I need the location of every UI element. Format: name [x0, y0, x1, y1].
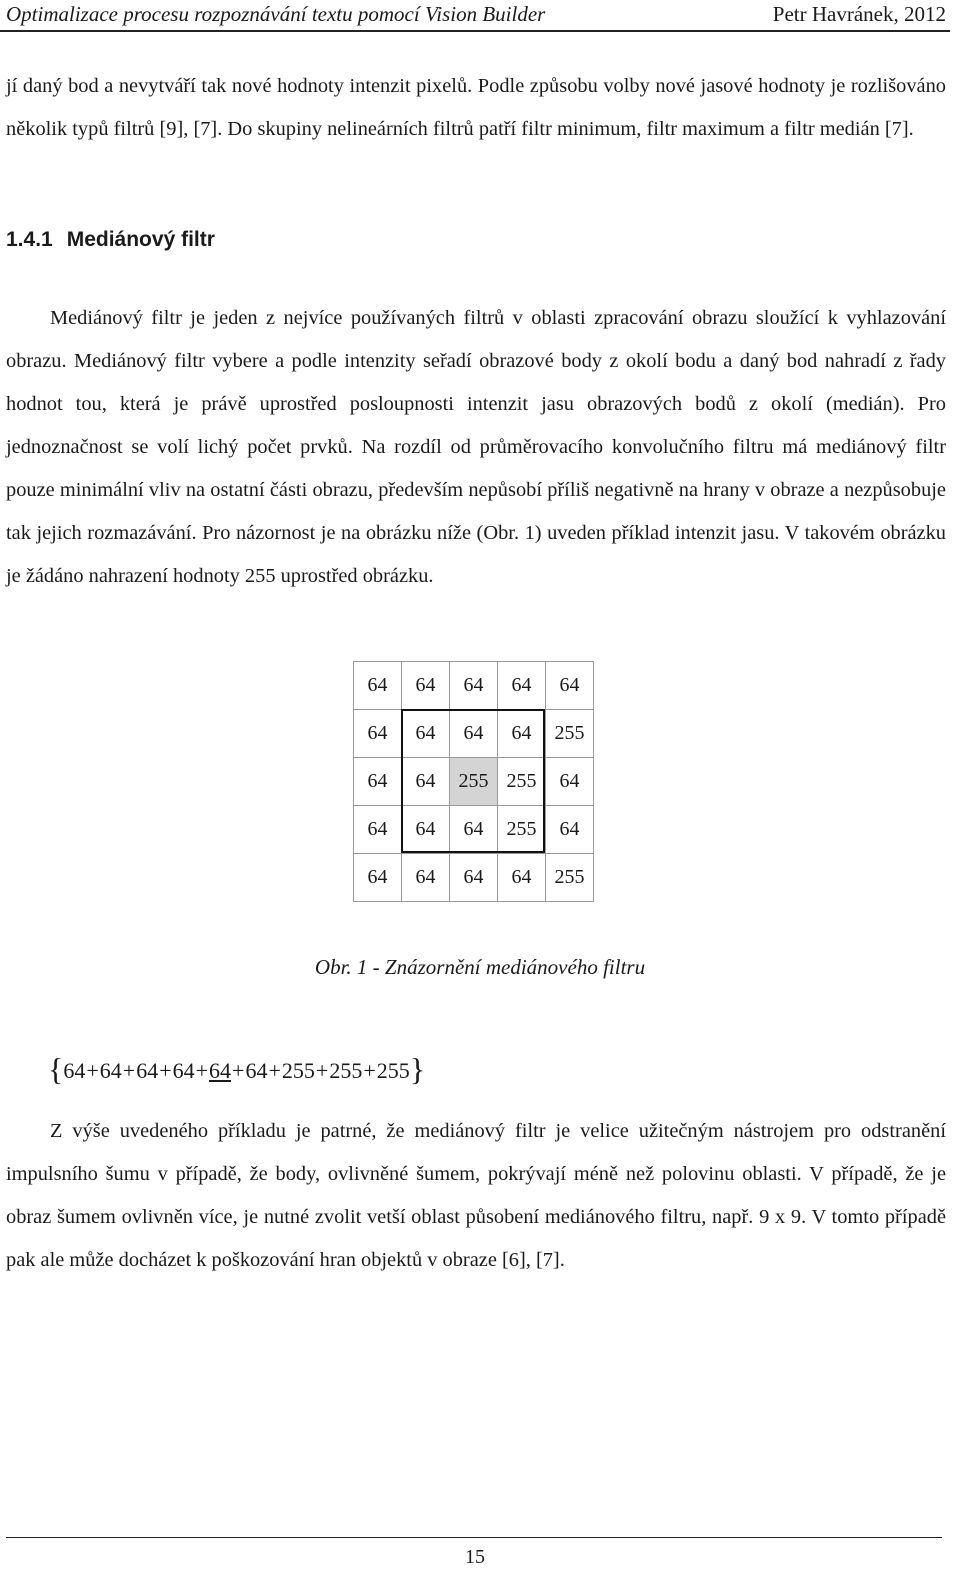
grid-cell: 64 [546, 758, 594, 806]
formula-term: 64 [63, 1058, 86, 1083]
grid-cell: 255 [546, 710, 594, 758]
formula-term: 255 [329, 1058, 363, 1083]
formula-operator: + [122, 1058, 136, 1083]
grid-cell: 64 [546, 806, 594, 854]
page-number: 15 [465, 1546, 485, 1568]
formula-operator: + [315, 1058, 329, 1083]
grid-cell: 64 [354, 758, 402, 806]
header-author-year: Petr Havránek, 2012 [772, 2, 946, 26]
grid-row [354, 758, 594, 806]
grid-cell: 64 [450, 806, 498, 854]
grid-cell: 255 [450, 758, 498, 806]
grid-cell: 64 [402, 710, 450, 758]
grid-cell: 255 [498, 758, 546, 806]
formula-operator: + [268, 1058, 281, 1083]
grid-cell: 64 [354, 806, 402, 854]
formula-term: 255 [376, 1058, 410, 1083]
grid-cell: 64 [354, 854, 402, 902]
grid-row [354, 710, 594, 758]
section-heading [6, 225, 215, 255]
grid-cell: 64 [402, 758, 450, 806]
formula-term: 64 [172, 1058, 195, 1083]
figure-caption: Obr. 1 - Znázornění mediánového filtru [314, 955, 646, 979]
grid-row [354, 806, 594, 854]
grid-cell: 64 [402, 662, 450, 710]
footer-divider [6, 1537, 942, 1538]
formula-close-brace: } [409, 1051, 426, 1087]
intensity-grid [353, 661, 594, 902]
formula-operator: + [195, 1058, 209, 1083]
median-paragraph: Mediánový filtr je jeden z nejvíce používaných filtrů v oblasti zpracování obrazu sloužící k vyhlazování obrazu. Mediánový filtr vybere a podle intenzity seřadí obrazové body z okolí bodu a daný bod nahradí z řady hodnot tou, která je právě uprostřed posloupnosti intenzit jasu obrazových bodů z okolí (medián). Pro jednoznačnost se volí lichý počet prvků. Na rozdíl od průměrovacího konvolučního filtru má mediánový filtr pouze minimální vliv na ostatní části obrazu, především nepůsobí příliš negativně na hrany v obraze a nezpůsobuje tak jejich rozmazávání. Pro názornost je na obrázku níže (Obr. 1) uveden příklad intenzit jasu. V takovém obrázku je žádáno nahrazení hodnoty 255 uprostřed obrázku. [6, 307, 946, 587]
header-title: Optimalizace procesu rozpoznávání textu pomocí Vision Builder [6, 2, 546, 26]
formula-open-brace: { [48, 1051, 64, 1087]
grid-cell: 64 [498, 710, 546, 758]
median-formula [48, 1046, 425, 1094]
grid-row [354, 854, 594, 902]
conclusion-paragraph: Z výše uvedeného příkladu je patrné, že mediánový filtr je velice užitečným nástrojem pro odstranění impulsního šumu v případě, že body, ovlivněné šumem, pokrývají méně než polovinu oblasti. V případě, že je obraz šumem ovlivněn více, je nutné zvolit vetší oblast působení mediánového filtru, např. 9 x 9. V tomto případě pak ale může docházet k poškozování hran objektů v obraze [6], [7]. [6, 1120, 946, 1271]
grid-cell: 64 [354, 710, 402, 758]
grid-row [354, 662, 594, 710]
grid-cell: 64 [354, 662, 402, 710]
section-number: 1.4.1 [6, 228, 53, 251]
grid-cell: 64 [450, 854, 498, 902]
intro-paragraph: jí daný bod a nevytváří tak nové hodnoty intenzit pixelů. Podle způsobu volby nové jasové hodnoty je rozlišováno několik typů filtrů [9], [7]. Do skupiny nelineárních filtrů patří filtr minimum, filtr maximum a filtr medián [7]. [6, 75, 946, 140]
formula-term: 255 [281, 1058, 315, 1083]
page-header [0, 0, 950, 32]
grid-cell: 64 [546, 662, 594, 710]
grid-cell: 64 [498, 854, 546, 902]
formula-term: 64 [99, 1058, 122, 1083]
formula-operator: + [363, 1058, 376, 1083]
formula-term: 64 [245, 1058, 268, 1083]
grid-cell: 64 [450, 662, 498, 710]
grid-cell: 64 [450, 710, 498, 758]
formula-operator: + [159, 1058, 172, 1083]
grid-cell: 255 [546, 854, 594, 902]
formula-operator: + [232, 1058, 245, 1083]
formula-term: 64 [209, 1058, 232, 1083]
formula-term: 64 [136, 1058, 159, 1083]
grid-cell: 64 [498, 662, 546, 710]
grid-cell: 255 [498, 806, 546, 854]
formula-operator: + [86, 1058, 99, 1083]
section-title: Mediánový filtr [66, 228, 215, 251]
grid-cell: 64 [402, 854, 450, 902]
grid-cell: 64 [402, 806, 450, 854]
